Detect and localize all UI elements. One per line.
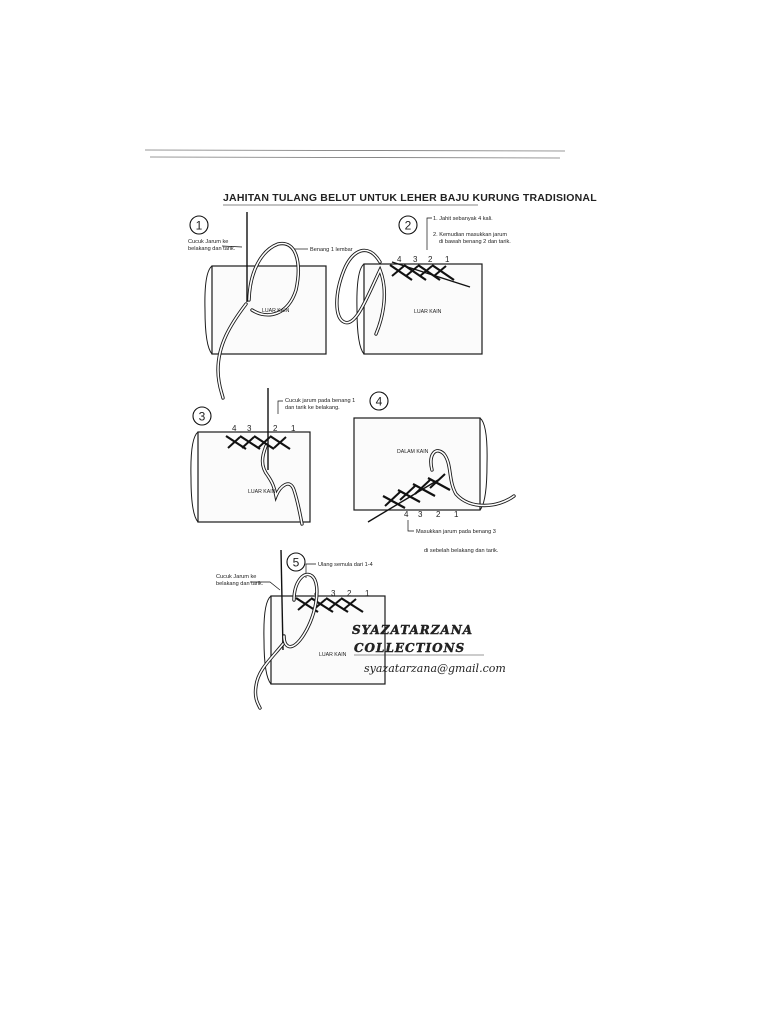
step-1 xyxy=(188,212,353,398)
step-4-stitch-number-3: 3 xyxy=(418,510,423,519)
step-4 xyxy=(354,392,514,554)
step-2-note-line-3: di bawah benang 2 dan tarik. xyxy=(439,239,511,245)
step-3-stitch-number-4: 4 xyxy=(232,424,237,433)
step-3-stitch-number-1: 1 xyxy=(291,424,296,433)
step-5-stitch-number-4: 4 xyxy=(314,589,319,598)
step-2-stitch-number-4: 4 xyxy=(397,255,402,264)
step-3 xyxy=(191,388,355,524)
step-3-cloth-label: LUAR KAIN xyxy=(248,489,276,495)
top-rule-2 xyxy=(150,157,560,158)
step-1-number: 1 xyxy=(195,218,203,233)
step-3-note-line-2: dan tarik ke belakang. xyxy=(285,405,340,411)
step-2-stitch-number-3: 3 xyxy=(413,255,418,264)
watermark-line-1: SYAZATARZANA xyxy=(352,623,474,637)
step-3-stitch-number-2: 2 xyxy=(273,424,278,433)
step-5-stitch-number-1: 1 xyxy=(365,589,370,598)
step-2-note-line-1: 1. Jahit sebanyak 4 kali. xyxy=(433,216,493,222)
step-4-note-leader xyxy=(408,520,414,531)
step-3-cloth-fold xyxy=(191,432,198,522)
step-4-number: 4 xyxy=(375,394,383,409)
step-2-stitch-number-1: 1 xyxy=(445,255,450,264)
step-3-number: 3 xyxy=(198,409,206,424)
step-5-side-note-line-1: Cucuk Jarum ke xyxy=(216,574,257,580)
watermark-email: syazatarzana@gmail.com xyxy=(364,662,506,675)
step-5-side-note-line-2: belakang dan tarik. xyxy=(216,581,264,587)
step-4-note-line-2: di sebelah belakang dan tarik. xyxy=(424,548,499,554)
step-1-note-line-2: belakang dan tarik. xyxy=(188,246,236,252)
step-4-note-line-1: Masukkan jarum pada benang 3 xyxy=(416,529,496,535)
step-2-note-leader xyxy=(427,218,432,250)
step-1-cloth-fold xyxy=(205,266,212,354)
step-2-note-line-2: 2. Kemudian masukkan jarum xyxy=(433,232,507,238)
step-1-thread-label: Benang 1 lembar xyxy=(310,247,353,253)
step-4-stitch-number-2: 2 xyxy=(436,510,441,519)
step-3-note-leader xyxy=(278,401,283,414)
step-2-stitch-number-2: 2 xyxy=(428,255,433,264)
top-rule xyxy=(145,150,565,151)
step-5-number: 5 xyxy=(292,555,300,570)
step-5-cloth-fold xyxy=(264,596,271,684)
step-3-stitch-number-3: 3 xyxy=(247,424,252,433)
step-1-note-line-1: Cucuk Jarum ke xyxy=(188,239,229,245)
watermark xyxy=(352,623,506,675)
diagram-title: JAHITAN TULANG BELUT UNTUK LEHER BAJU KURUNG TRADISIONAL xyxy=(223,192,597,204)
step-5-stitch-number-3: 3 xyxy=(331,589,336,598)
step-2-number: 2 xyxy=(404,218,412,233)
step-4-stitch-number-4: 4 xyxy=(404,510,409,519)
watermark-line-2: COLLECTIONS xyxy=(354,641,466,655)
step-4-stitch-number-1: 1 xyxy=(454,510,459,519)
step-4-cloth-fold xyxy=(480,418,487,510)
step-5-stitch-number-2: 2 xyxy=(347,589,352,598)
step-1-cloth-label: LUAR KAIN xyxy=(262,308,290,314)
step-4-cloth-label: DALAM KAIN xyxy=(397,449,429,455)
step-2-cloth-label: LUAR KAIN xyxy=(414,309,442,315)
step-5-cloth-label: LUAR KAIN xyxy=(319,652,347,658)
step-5-note-line-1: Ulang semula dari 1-4 xyxy=(318,562,373,568)
step-3-note-line-1: Cucuk jarum pada benang 1 xyxy=(285,398,356,404)
step-4-cloth xyxy=(354,418,480,510)
step-2 xyxy=(337,216,511,354)
